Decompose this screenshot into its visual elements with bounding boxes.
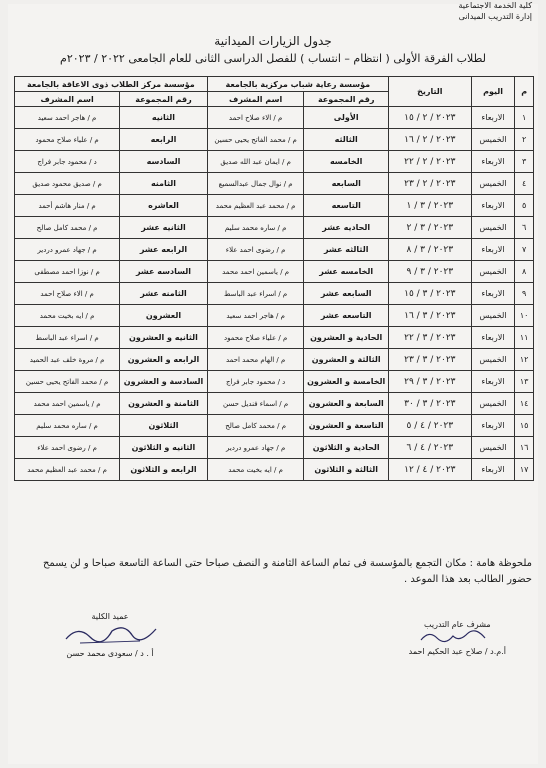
- table-row: [15, 239, 534, 261]
- row-day: الخميس: [471, 173, 515, 195]
- signature-scribble-right: [419, 628, 489, 646]
- row-number: ١٧: [515, 459, 534, 481]
- schedule-table: [14, 76, 534, 481]
- row-supervisor2: م / اسراء عبد الباسط: [15, 327, 120, 349]
- row-group2: السادسة و العشرون: [120, 371, 208, 393]
- row-group1: التاسعه: [304, 195, 388, 217]
- table-row: [15, 217, 534, 239]
- table-row: [15, 437, 534, 459]
- table-row: [15, 151, 534, 173]
- table-row: [15, 305, 534, 327]
- row-group2: الرابعه و العشرون: [120, 349, 208, 371]
- row-supervisor2: م / جهاد عمرو دردير: [15, 239, 120, 261]
- row-number: ٧: [515, 239, 534, 261]
- row-group1: الثالثه: [304, 129, 388, 151]
- row-group1: الخامسة و العشرون: [304, 371, 388, 393]
- row-day: الخميس: [471, 217, 515, 239]
- signature-scribble-left: [60, 621, 160, 647]
- row-group2: السادسه: [120, 151, 208, 173]
- row-supervisor1: م / ساره محمد سليم: [207, 217, 304, 239]
- table-row: [15, 459, 534, 481]
- row-day: الخميس: [471, 437, 515, 459]
- row-number: ١٠: [515, 305, 534, 327]
- table-row: [15, 415, 534, 437]
- row-group2: الثانيه و الثلاثون: [120, 437, 208, 459]
- table-row: [15, 173, 534, 195]
- row-supervisor2: م / منار هاشم أحمد: [15, 195, 120, 217]
- table-row: [15, 283, 534, 305]
- row-group1: الخامسه عشر: [304, 261, 388, 283]
- col-supervisor1-header: اسم المشرف: [207, 92, 304, 107]
- row-day: الخميس: [471, 305, 515, 327]
- row-group1: الحاديه عشر: [304, 217, 388, 239]
- row-date: ٢٠٢٣ / ٢ / ٢٢: [388, 151, 471, 173]
- row-day: الاربعاء: [471, 195, 515, 217]
- row-date: ٢٠٢٣ / ٣ / ٣٠: [388, 393, 471, 415]
- row-date: ٢٠٢٣ / ٤ / ٥: [388, 415, 471, 437]
- row-supervisor1: م / ايه بخيت محمد: [207, 459, 304, 481]
- schedule-body: [15, 107, 534, 481]
- row-day: الاربعاء: [471, 107, 515, 129]
- row-group2: الثامنه عشر: [120, 283, 208, 305]
- row-group2: الرابعه عشر: [120, 239, 208, 261]
- row-group1: التاسعه عشر: [304, 305, 388, 327]
- row-supervisor1: م / الهام محمد احمد: [207, 349, 304, 371]
- table-row: [15, 195, 534, 217]
- row-supervisor2: م / رضوى احمد علاء: [15, 437, 120, 459]
- row-number: ٨: [515, 261, 534, 283]
- row-date: ٢٠٢٣ / ٣ / ٩: [388, 261, 471, 283]
- institution-header: [458, 0, 532, 22]
- row-day: الاربعاء: [471, 283, 515, 305]
- table-row: [15, 129, 534, 151]
- row-day: الخميس: [471, 129, 515, 151]
- row-supervisor1: م / اسراء عبد الباسط: [207, 283, 304, 305]
- row-supervisor1: م / محمد عبد العظيم محمد: [207, 195, 304, 217]
- row-supervisor2: د / محمود جابر فراج: [15, 151, 120, 173]
- row-day: الخميس: [471, 393, 515, 415]
- col-group2-header: رقم المجموعة: [120, 92, 208, 107]
- row-supervisor2: م / محمد كامل صالح: [15, 217, 120, 239]
- row-supervisor2: م / الاء صلاح احمد: [15, 283, 120, 305]
- row-number: ٦: [515, 217, 534, 239]
- row-group1: التاسعة و العشرون: [304, 415, 388, 437]
- row-supervisor2: م / ساره محمد سليم: [15, 415, 120, 437]
- row-number: ٥: [515, 195, 534, 217]
- row-day: الاربعاء: [471, 371, 515, 393]
- row-group1: السابعه عشر: [304, 283, 388, 305]
- row-group2: السادسه عشر: [120, 261, 208, 283]
- institution1-header: مؤسسة رعاية شباب مركزية بالجامعة: [207, 77, 388, 92]
- row-supervisor2: م / مروة خلف عبد الحميد: [15, 349, 120, 371]
- row-supervisor1: م / محمد كامل صالح: [207, 415, 304, 437]
- row-day: الاربعاء: [471, 151, 515, 173]
- row-group1: الحادية و الثلاثون: [304, 437, 388, 459]
- dean-signature: [60, 612, 160, 658]
- row-date: ٢٠٢٣ / ٢ / ١٥: [388, 107, 471, 129]
- row-group1: الثالثة و العشرون: [304, 349, 388, 371]
- training-supervisor-signature: [409, 620, 506, 656]
- table-row: [15, 261, 534, 283]
- row-group2: الثانيه عشر: [120, 217, 208, 239]
- col-day-header: اليوم: [471, 77, 515, 107]
- row-supervisor2: م / هاجر احمد سعيد: [15, 107, 120, 129]
- row-group1: الثالثه عشر: [304, 239, 388, 261]
- row-number: ٤: [515, 173, 534, 195]
- training-supervisor-name: أ.م.د / صلاح عبد الحكيم احمد: [408, 647, 506, 656]
- row-supervisor1: م / علياء صلاح محمود: [207, 327, 304, 349]
- row-supervisor2: م / صديق محمود صديق: [15, 173, 120, 195]
- row-number: ١٢: [515, 349, 534, 371]
- row-supervisor1: م / محمد الفاتح يحيى حسين: [207, 129, 304, 151]
- row-group1: الثالثة و الثلاثون: [304, 459, 388, 481]
- row-number: ١٣: [515, 371, 534, 393]
- institution-line1: كلية الخدمة الاجتماعية: [458, 1, 532, 10]
- row-date: ٢٠٢٣ / ٣ / ٢: [388, 217, 471, 239]
- row-supervisor2: م / علياء صلاح محمود: [15, 129, 120, 151]
- dean-name: أ . د / سعودى محمد حسن: [66, 649, 154, 658]
- table-row: [15, 349, 534, 371]
- row-supervisor1: م / ياسمين احمد محمد: [207, 261, 304, 283]
- row-date: ٢٠٢٣ / ٣ / ٢٣: [388, 349, 471, 371]
- table-row: [15, 393, 534, 415]
- row-supervisor1: م / نوال جمال عبدالسميع: [207, 173, 304, 195]
- row-day: الاربعاء: [471, 415, 515, 437]
- row-group1: الأولى: [304, 107, 388, 129]
- row-supervisor1: م / الاء صلاح احمد: [207, 107, 304, 129]
- row-group2: الرابعه: [120, 129, 208, 151]
- row-date: ٢٠٢٣ / ٣ / ١: [388, 195, 471, 217]
- row-supervisor2: م / نوزا احمد مصطفى: [15, 261, 120, 283]
- row-day: الاربعاء: [471, 459, 515, 481]
- row-date: ٢٠٢٣ / ٣ / ١٦: [388, 305, 471, 327]
- row-group1: السابعه: [304, 173, 388, 195]
- row-number: ١٥: [515, 415, 534, 437]
- row-group2: الثانيه: [120, 107, 208, 129]
- row-number: ١٦: [515, 437, 534, 459]
- row-number: ٩: [515, 283, 534, 305]
- important-note: ملحوظة هامة : مكان التجمع بالمؤسسة فى تمام الساعة الثامنة و النصف صباحا حتى الساعة التاسعة صباحا و لن يسمح حضور الطالب بعد هذا الموعد .: [42, 558, 532, 585]
- row-day: الاربعاء: [471, 327, 515, 349]
- table-header-row: [15, 77, 534, 92]
- row-number: ١٤: [515, 393, 534, 415]
- document-subtitle: لطلاب الفرقة الأولى ( انتظام – انتساب ) للفصل الدراسى الثانى للعام الجامعى ٢٠٢٢ / ٢٠٢٣م: [60, 52, 486, 65]
- row-day: الخميس: [471, 349, 515, 371]
- col-group1-header: رقم المجموعة: [304, 92, 388, 107]
- row-group1: الحادية و العشرون: [304, 327, 388, 349]
- row-date: ٢٠٢٣ / ٢ / ١٦: [388, 129, 471, 151]
- table-row: [15, 327, 534, 349]
- row-group2: الثامنة و العشرون: [120, 393, 208, 415]
- row-supervisor2: م / ايه بخيت محمد: [15, 305, 120, 327]
- row-group2: الثانيه و العشرون: [120, 327, 208, 349]
- training-supervisor-title: مشرف عام التدريب: [424, 620, 491, 629]
- row-day: الخميس: [471, 261, 515, 283]
- row-supervisor2: م / محمد الفاتح يحيى حسين: [15, 371, 120, 393]
- row-supervisor2: م / محمد عبد العظيم محمد: [15, 459, 120, 481]
- row-day: الاربعاء: [471, 239, 515, 261]
- row-group1: السابعة و العشرون: [304, 393, 388, 415]
- row-group2: العاشره: [120, 195, 208, 217]
- row-supervisor1: م / هاجر احمد سعيد: [207, 305, 304, 327]
- row-date: ٢٠٢٣ / ٣ / ٢٩: [388, 371, 471, 393]
- row-date: ٢٠٢٣ / ٢ / ٢٣: [388, 173, 471, 195]
- row-number: ٢: [515, 129, 534, 151]
- row-date: ٢٠٢٣ / ٣ / ٨: [388, 239, 471, 261]
- row-supervisor1: م / رضوى احمد علاء: [207, 239, 304, 261]
- table-row: [15, 107, 534, 129]
- document-title: جدول الزيارات الميدانية: [214, 34, 332, 48]
- row-supervisor2: م / ياسمين احمد محمد: [15, 393, 120, 415]
- row-date: ٢٠٢٣ / ٣ / ١٥: [388, 283, 471, 305]
- row-date: ٢٠٢٣ / ٤ / ١٢: [388, 459, 471, 481]
- col-date-header: التاريخ: [388, 77, 471, 107]
- row-group2: العشرون: [120, 305, 208, 327]
- col-number-header: م: [515, 77, 534, 107]
- row-number: ١١: [515, 327, 534, 349]
- row-supervisor1: م / ايمان عبد الله صديق: [207, 151, 304, 173]
- col-supervisor2-header: اسم المشرف: [15, 92, 120, 107]
- row-supervisor1: م / جهاد عمرو دردير: [207, 437, 304, 459]
- row-supervisor1: م / اسماء فنديل حسن: [207, 393, 304, 415]
- row-supervisor1: د / محمود جابر فراج: [207, 371, 304, 393]
- row-group1: الخامسه: [304, 151, 388, 173]
- row-number: ١: [515, 107, 534, 129]
- institution2-header: مؤسسة مركز الطلاب ذوى الاعاقة بالجامعة: [15, 77, 208, 92]
- row-group2: الثامنه: [120, 173, 208, 195]
- row-group2: الرابعه و الثلاثون: [120, 459, 208, 481]
- dean-title: عميد الكلية: [91, 612, 129, 621]
- institution-line2: إدارة التدريب الميدانى: [458, 12, 532, 21]
- table-row: [15, 371, 534, 393]
- row-number: ٣: [515, 151, 534, 173]
- row-group2: الثلاثون: [120, 415, 208, 437]
- row-date: ٢٠٢٣ / ٤ / ٦: [388, 437, 471, 459]
- row-date: ٢٠٢٣ / ٣ / ٢٢: [388, 327, 471, 349]
